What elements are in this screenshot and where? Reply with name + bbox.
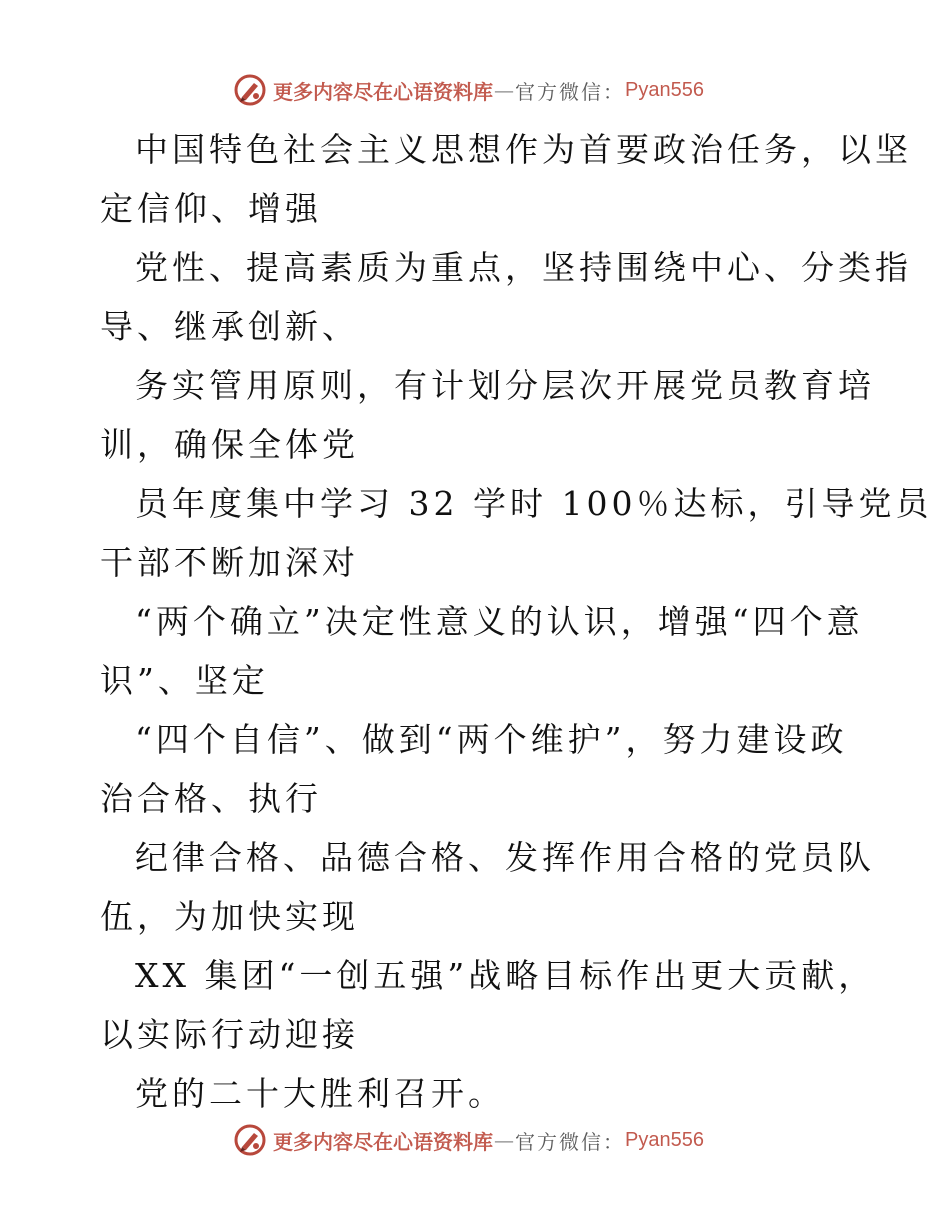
text-line: “两个确立”决定性意义的认识，增强“四个意: [135, 602, 864, 641]
watermark-wechat-id: Pyan556: [625, 1128, 704, 1151]
pen-logo-icon: [233, 1123, 267, 1157]
watermark-wechat-id: Pyan556: [625, 78, 704, 101]
text-line: 务实管用原则，有计划分层次开展党员教育培: [135, 366, 875, 405]
text-line: 党性、提高素质为重点，坚持围绕中心、分类指: [135, 248, 912, 287]
text-line: 以实际行动迎接: [100, 1015, 359, 1054]
text-line: 治合格、执行: [100, 779, 322, 818]
text-line: 党的二十大胜利召开。: [135, 1074, 505, 1113]
watermark-wechat-label: 官方微信：: [515, 1129, 625, 1154]
watermark-main-text: 更多内容尽在心语资料库: [273, 79, 493, 104]
text-line: 中国特色社会主义思想作为首要政治任务，以坚: [135, 130, 912, 169]
watermark-wechat-label: 官方微信：: [515, 79, 625, 104]
text-line: XX 集团“一创五强”战略目标作出更大贡献，: [135, 956, 876, 995]
text-line: 伍，为加快实现: [100, 897, 359, 936]
body-text: [100, 120, 933, 1123]
text-line: 员年度集中学习 32 学时 100％达标，引导党员: [135, 484, 933, 523]
watermark-main-text: 更多内容尽在心语资料库: [273, 1129, 493, 1154]
text-line: “四个自信”、做到“两个维护”，努力建设政: [135, 720, 848, 759]
watermark-dash: —: [494, 1128, 514, 1152]
text-line: 干部不断加深对: [100, 543, 359, 582]
pen-logo-icon: [233, 73, 267, 107]
text-line: 导、继承创新、: [100, 307, 359, 346]
text-line: 定信仰、增强: [100, 189, 322, 228]
watermark-dash: —: [494, 78, 514, 102]
footer-watermark: [233, 1123, 704, 1157]
text-line: 识”、坚定: [100, 661, 269, 700]
text-line: 训，确保全体党: [100, 425, 359, 464]
text-line: 纪律合格、品德合格、发挥作用合格的党员队: [135, 838, 875, 877]
header-watermark: [233, 73, 704, 107]
